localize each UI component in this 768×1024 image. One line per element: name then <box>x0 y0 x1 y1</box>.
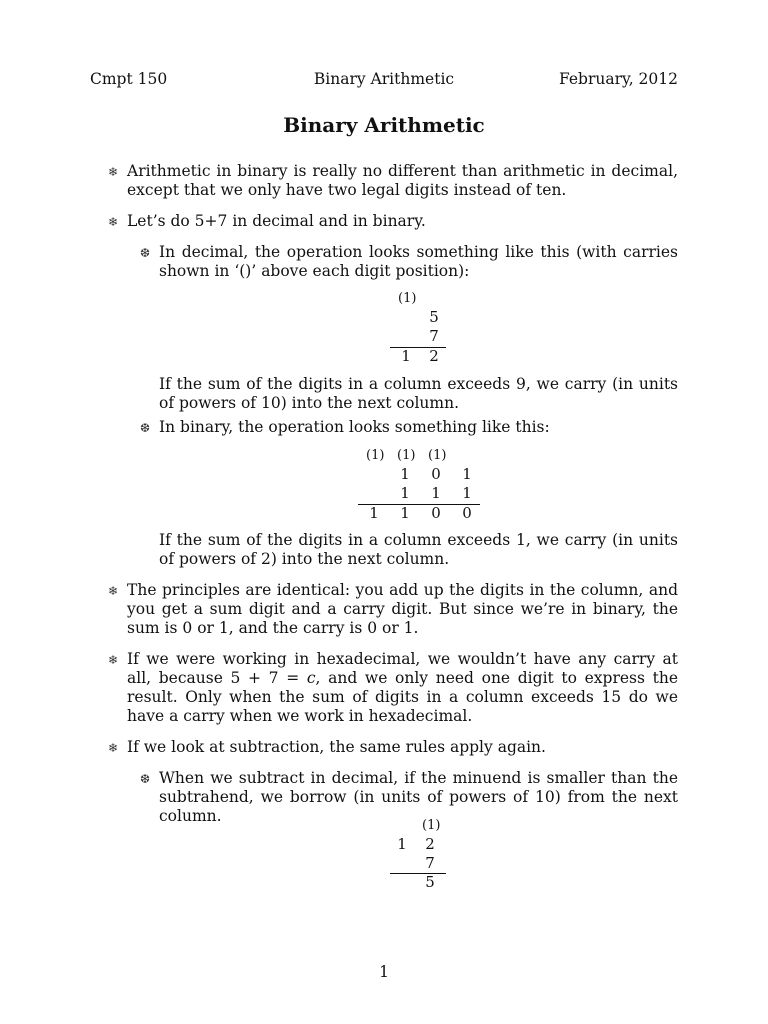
addend-digit: 1 <box>400 484 410 502</box>
sum-digit: 1 <box>401 347 411 365</box>
addend-digit: 1 <box>400 465 410 483</box>
snowflake-sub-bullet-icon: ❆ <box>140 246 151 260</box>
paragraph-decimal-borrow: When we subtract in decimal, if the minuend is smaller than the subtrahend, we borrow (in units of powers of 10) from the next column. <box>159 769 678 825</box>
addend-digit: 7 <box>429 327 439 345</box>
difference-digit: 5 <box>425 873 435 891</box>
sum-digit: 1 <box>400 504 410 522</box>
subtrahend-digit: 7 <box>425 854 435 872</box>
carry-digit: (1) <box>397 448 416 463</box>
carry-digit: (1) <box>428 448 447 463</box>
header-date: February, 2012 <box>558 70 678 88</box>
paragraph-subtraction: If we look at subtraction, the same rules apply again. <box>127 738 546 756</box>
snowflake-sub-bullet-icon: ❆ <box>140 772 151 786</box>
paragraph-binary-intro: In binary, the operation looks something like this: <box>159 418 550 436</box>
paragraph-decimal-intro: In decimal, the operation looks something like this (with carries shown in ‘()’ above each digit position): <box>159 243 678 280</box>
decimal-subtraction <box>390 816 450 896</box>
hex-text-part-1: If we were working in hexadecimal, we wouldn’t have any carry at all, because 5 + 7 = <box>127 650 678 687</box>
addend-digit: 1 <box>462 484 472 502</box>
page-header <box>90 70 678 90</box>
addend-digit: 5 <box>429 308 439 326</box>
paragraph-decimal-carry: If the sum of the digits in a column exceeds 9, we carry (in units of powers of 10) into the next column. <box>159 375 678 412</box>
course-code: Cmpt 150 <box>90 70 168 88</box>
sum-digit: 0 <box>462 504 472 522</box>
page-number: 1 <box>379 963 389 981</box>
paragraph-principles: The principles are identical: you add up the digits in the column, and you get a sum digit and a carry digit. But since we’re in binary, the sum is 0 or 1, and the carry is 0 or 1. <box>127 581 678 637</box>
paragraph-intro: Arithmetic in binary is really no different than arithmetic in decimal, except that we only have two legal digits instead of ten. <box>127 162 678 199</box>
snowflake-bullet-icon: ❄ <box>108 584 119 598</box>
header-topic: Binary Arithmetic <box>313 70 455 88</box>
sum-digit: 2 <box>429 347 439 365</box>
minuend-digit: 2 <box>425 835 435 853</box>
hex-text-part-2: , and we only need one digit to express the result. Only when the sum of digits in a column exceeds 15 do we have a carry when we work in hexadecimal. <box>127 669 678 725</box>
hex-variable-c: c <box>306 669 316 687</box>
snowflake-bullet-icon: ❄ <box>108 165 119 179</box>
addend-digit: 1 <box>431 484 441 502</box>
minuend-digit: 1 <box>397 835 407 853</box>
addend-digit: 0 <box>431 465 441 483</box>
carry-digit: (1) <box>366 448 385 463</box>
snowflake-bullet-icon: ❄ <box>108 741 119 755</box>
page-title: Binary Arithmetic <box>283 113 485 137</box>
addend-digit: 1 <box>462 465 472 483</box>
binary-addition <box>358 446 483 526</box>
paragraph-binary-carry: If the sum of the digits in a column exceeds 1, we carry (in units of powers of 2) into the next column. <box>159 531 678 568</box>
carry-digit: (1) <box>398 291 417 306</box>
snowflake-bullet-icon: ❄ <box>108 653 119 667</box>
snowflake-bullet-icon: ❄ <box>108 215 119 229</box>
sum-digit: 0 <box>431 504 441 522</box>
paragraph-hexadecimal <box>127 650 678 726</box>
sum-digit: 1 <box>369 504 379 522</box>
snowflake-sub-bullet-icon: ❆ <box>140 421 151 435</box>
paragraph-example: Let’s do 5+7 in decimal and in binary. <box>127 212 426 230</box>
decimal-addition <box>390 289 450 369</box>
borrow-digit: (1) <box>422 818 441 833</box>
